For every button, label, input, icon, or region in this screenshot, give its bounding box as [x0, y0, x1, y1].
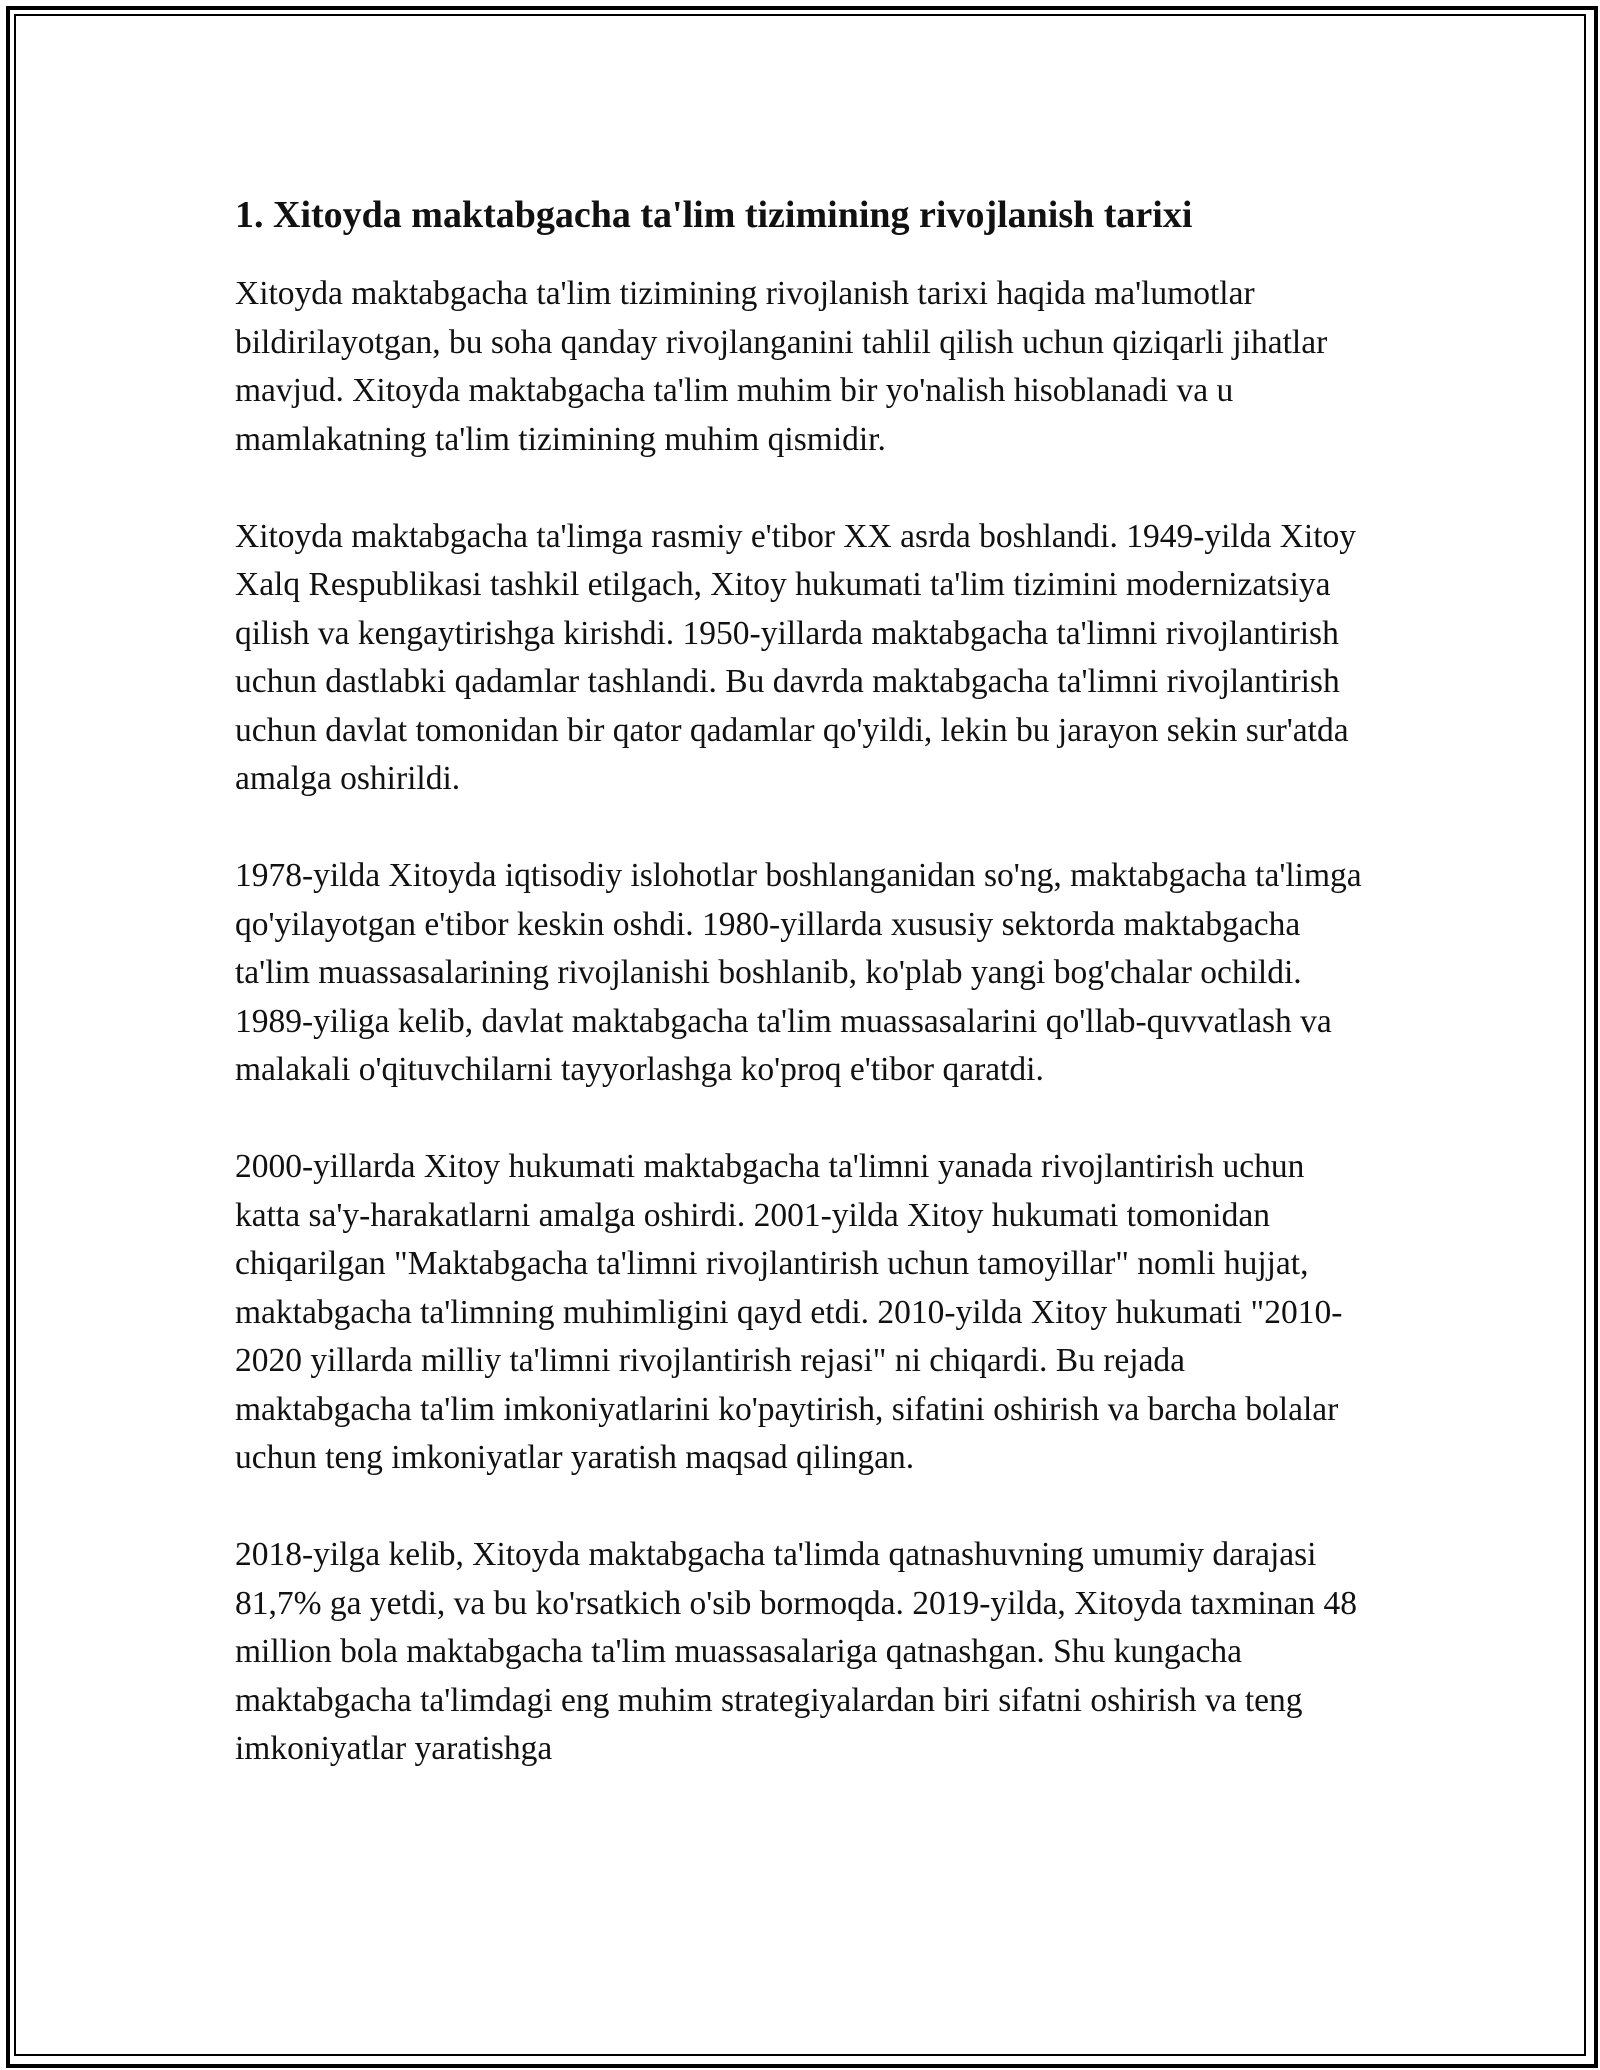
paragraph-2000s: 2000-yillarda Xitoy hukumati maktabgacha ta'limni yanada rivojlantirish uchun katta sa'y-harakatlarni amalga oshirdi. 2001-yilda Xitoy hukumati tomonidan chiqarilgan "Maktabgacha ta'limni rivojlantirish uchun tamoyillar" nomli hujjat, maktabgacha ta'limning muhimligini qayd etdi. 2010-yilda Xitoy hukumati "2010-2020 yillarda milliy ta'limni rivojlantirish rejasi" ni chiqardi. Bu rejada maktabgacha ta'lim imkoniyatlarini ko'paytirish, sifatini oshirish va barcha bolalar uchun teng imkoniyatlar yaratish maqsad qilingan. [235, 1148, 1343, 1476]
paragraph-intro: Xitoyda maktabgacha ta'lim tizimining rivojlanish tarixi haqida ma'lumotlar bildirilayotgan, bu soha qanday rivojlanganini tahlil qilish uchun qiziqarli jihatlar mavjud. Xitoyda maktabgacha ta'lim muhim bir yo'nalish hisoblanadi va u mamlakatning ta'lim tizimining muhim qismidir. [235, 275, 1328, 458]
document-body [235, 186, 1365, 1822]
section-heading: 1. Xitoyda maktabgacha ta'lim tizimining rivojlanish tarixi [235, 194, 1193, 236]
paragraph-recent: 2018-yilga kelib, Xitoyda maktabgacha ta'limda qatnashuvning umumiy darajasi 81,7% ga yetdi, va bu ko'rsatkich o'sib bormoqda. 2019-yilda, Xitoyda taxminan 48 million bola maktabgacha ta'lim muassasalariga qatnashgan. Shu kungacha maktabgacha ta'limdagi eng muhim strategiyalardan biri sifatni oshirish va teng imkoniyatlar yaratishga [235, 1536, 1358, 1767]
paragraph-early-history: Xitoyda maktabgacha ta'limga rasmiy e'tibor XX asrda boshlandi. 1949-yilda Xitoy Xalq Respublikasi tashkil etilgach, Xitoy hukumati ta'lim tizimini modernizatsiya qilish va kengaytirishga kirishdi. 1950-yillarda maktabgacha ta'limni rivojlantirish uchun dastlabki qadamlar tashlandi. Bu davrda maktabgacha ta'limni rivojlantirish uchun davlat tomonidan bir qator qadamlar qo'yildi, lekin bu jarayon sekin sur'atda amalga oshirildi. [235, 517, 1357, 797]
paragraph-reforms: 1978-yilda Xitoyda iqtisodiy islohotlar boshlanganidan so'ng, maktabgacha ta'limga qo'yilayotgan e'tibor keskin oshdi. 1980-yillarda xususiy sektorda maktabgacha ta'lim muassasalarining rivojlanishi boshlanib, ko'plab yangi bog'chalar ochildi. 1989-yiliga kelib, davlat maktabgacha ta'lim muassasalarini qo'llab-quvvatlash va malakali o'qituvchilarni tayyorlashga ko'proq e'tibor qaratdi. [235, 857, 1362, 1088]
